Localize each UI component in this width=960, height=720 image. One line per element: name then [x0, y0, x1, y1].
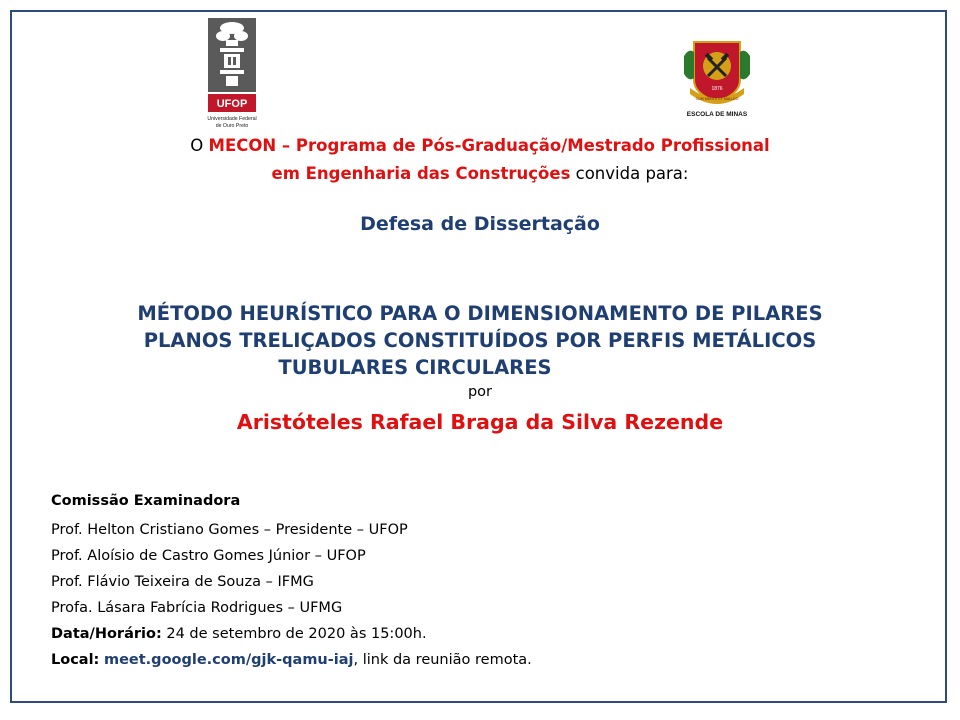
minas-motto: CUM MENTE ET MALLEO — [695, 97, 739, 101]
ufop-caption-2: de Ouro Preto — [215, 123, 249, 129]
intro-prefix: O — [190, 136, 209, 155]
location-line — [51, 647, 931, 673]
ufop-brand-text: UFOP — [216, 98, 248, 110]
committee-member: Prof. Flávio Teixeira de Souza – IFMG — [51, 574, 314, 590]
committee-member: Profa. Lásara Fabrícia Rodrigues – UFMG — [51, 600, 343, 616]
thesis-title-line-3: TUBULARES CIRCULARES — [278, 356, 552, 379]
by-label: por — [467, 384, 493, 400]
intro-line-2 — [0, 160, 960, 188]
minas-name: ESCOLA DE MINAS — [686, 111, 748, 118]
schedule-line — [51, 621, 931, 647]
thesis-title-line-1: MÉTODO HEURÍSTICO PARA O DIMENSIONAMENTO DE PILARES — [137, 302, 823, 325]
meeting-link[interactable]: meet.google.com/gjk-qamu-iaj — [103, 652, 354, 668]
location-suffix: , link da reunião remota. — [353, 652, 532, 668]
committee-section — [51, 488, 931, 673]
event-type: Defesa de Dissertação — [360, 213, 600, 235]
intro-suffix: convida para: — [570, 164, 689, 183]
author-name: Aristóteles Rafael Braga da Silva Rezende — [236, 410, 724, 434]
committee-member: Prof. Aloísio de Castro Gomes Júnior – UFOP — [51, 548, 366, 564]
program-area: em Engenharia das Construções — [271, 164, 571, 183]
location-label: Local: — [51, 652, 100, 668]
ufop-caption-1: Universidade Federal — [207, 116, 257, 122]
intro-line-1 — [0, 132, 960, 160]
thesis-title — [70, 300, 890, 381]
committee-heading: Comissão Examinadora — [51, 493, 241, 509]
minas-year: 1876 — [711, 86, 723, 92]
schedule-label: Data/Horário: — [51, 626, 162, 642]
committee-member: Prof. Helton Cristiano Gomes – Presidente – UFOP — [51, 522, 408, 538]
thesis-title-line-2: PLANOS TRELIÇADOS CONSTITUÍDOS POR PERFIS METÁLICOS — [143, 329, 817, 352]
ufop-logo — [206, 18, 258, 130]
escola-de-minas-logo — [680, 36, 754, 118]
schedule-value: 24 de setembro de 2020 às 15:00h. — [161, 626, 427, 642]
program-name: MECON – Programa de Pós-Graduação/Mestrado Profissional — [208, 136, 770, 155]
